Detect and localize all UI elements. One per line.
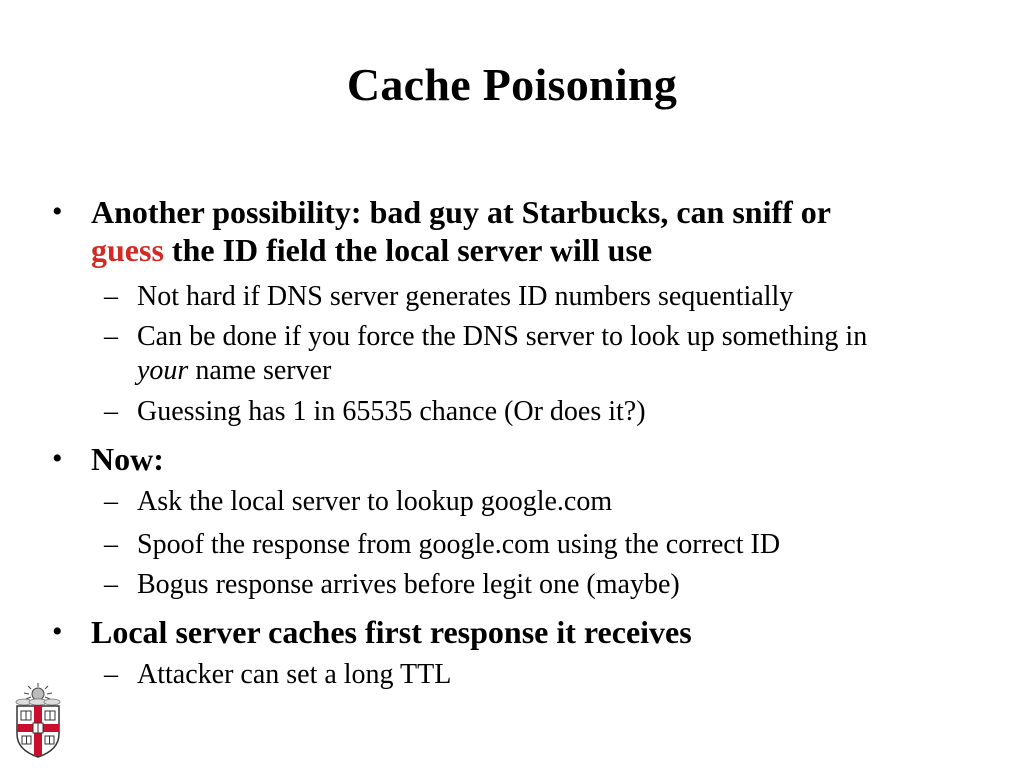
- university-shield-icon: [14, 682, 62, 758]
- bullet-1-text: [91, 193, 991, 269]
- sub-bullet-1-2-text: [137, 320, 997, 388]
- sub-dash: –: [104, 659, 118, 690]
- sub-bullet-2-3-text: Bogus response arrives before legit one (maybe): [137, 569, 680, 600]
- sub-bullet-1-2-italic: your: [137, 355, 189, 386]
- sub-bullet-2-1-text: Ask the local server to lookup google.com: [137, 486, 613, 517]
- sub-dash: –: [104, 281, 118, 312]
- sub-bullet-1-2-line2: name server: [188, 355, 332, 386]
- bullet-1-line2: the ID field the local server will use: [171, 232, 653, 268]
- sub-bullet-3-1-text: Attacker can set a long TTL: [137, 659, 452, 690]
- slide-title: Cache Poisoning: [346, 59, 678, 110]
- bullet-2-text: Now:: [91, 441, 164, 477]
- sub-dash: –: [104, 569, 118, 600]
- sub-dash: –: [104, 486, 118, 517]
- bullet-dot: •: [52, 442, 63, 475]
- bullet-3-text: Local server caches first response it receives: [91, 614, 692, 650]
- bullet-dot: •: [52, 195, 63, 228]
- bullet-dot: •: [52, 615, 63, 648]
- sub-dash: –: [104, 396, 118, 427]
- bullet-1-line1: Another possibility: bad guy at Starbucks, can sniff or: [91, 194, 831, 230]
- sub-bullet-1-3-text: Guessing has 1 in 65535 chance (Or does it?): [137, 396, 646, 427]
- sub-bullet-2-2-text: Spoof the response from google.com using the correct ID: [137, 529, 781, 560]
- bullet-1-highlight: guess: [91, 232, 164, 268]
- sub-bullet-1-1-text: Not hard if DNS server generates ID numbers sequentially: [137, 281, 794, 312]
- sub-dash: –: [104, 529, 118, 560]
- sub-dash: –: [104, 321, 118, 352]
- sub-bullet-1-2-line1: Can be done if you force the DNS server to look up something in: [137, 321, 868, 352]
